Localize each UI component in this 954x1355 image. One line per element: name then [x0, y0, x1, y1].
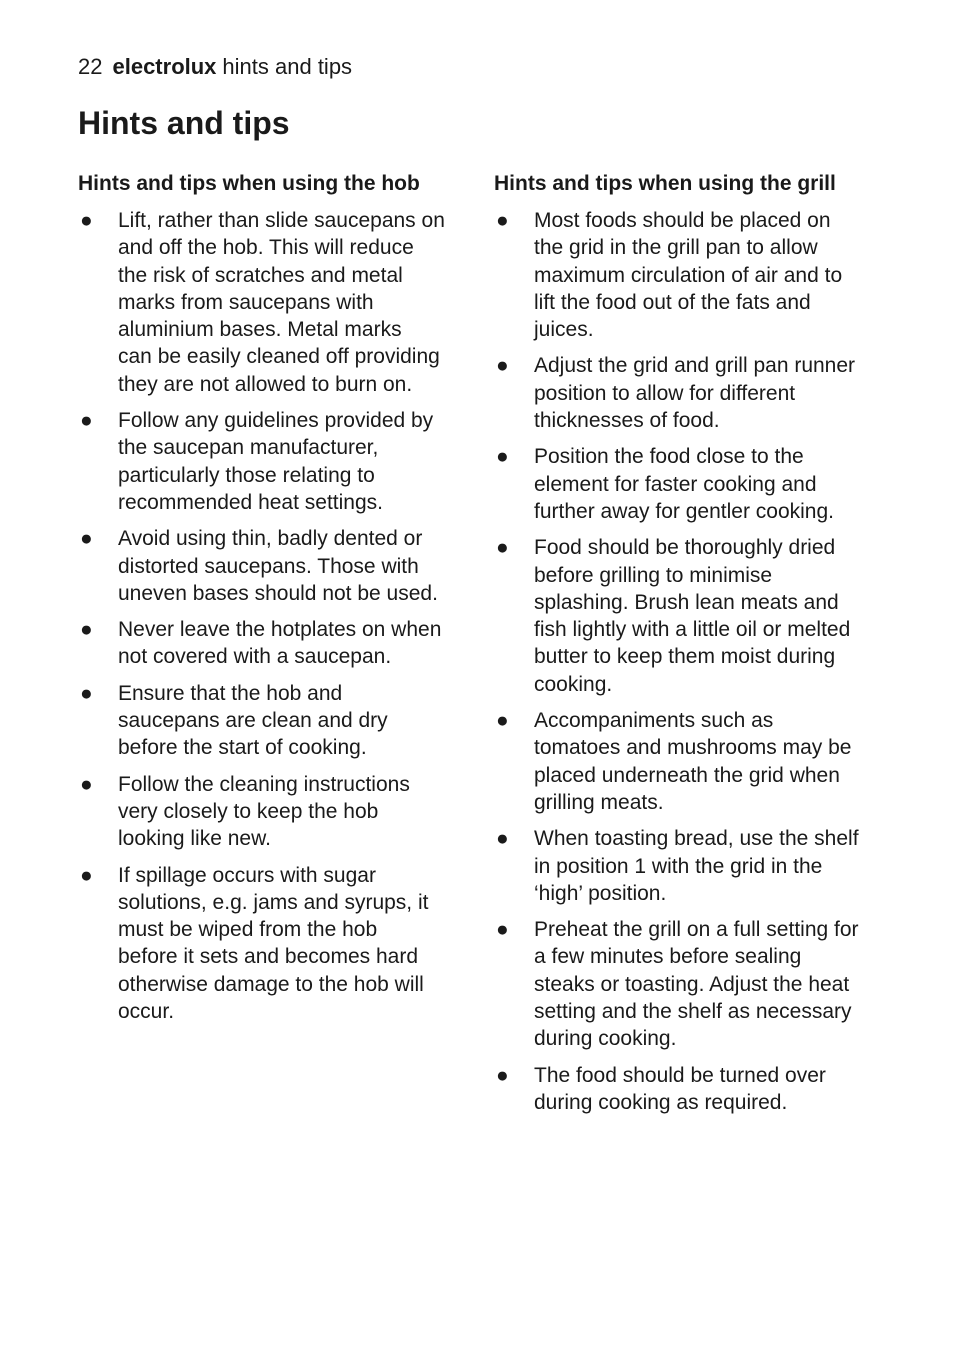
grill-tip-text: Most foods should be placed on the grid in the grill pan to allow maximum circulation of air and to lift the food out of the fats and juices. [534, 209, 843, 342]
bullet-icon: ● [496, 209, 509, 232]
hob-tip-item [78, 525, 478, 607]
bullet-icon: ● [80, 772, 93, 796]
hob-section-heading: Hints and tips when using the hob [78, 172, 420, 195]
grill-tips-column [494, 170, 894, 1125]
hob-tip-item [78, 407, 478, 516]
hob-tip-text: Avoid using thin, badly dented or distorted saucepans. Those with uneven bases should not be used. [118, 527, 438, 605]
bullet-icon: ● [496, 827, 509, 851]
grill-tip-item [494, 707, 894, 816]
hob-tip-item [78, 616, 478, 671]
hob-tip-item [78, 771, 478, 853]
hob-tips-list [78, 207, 478, 1025]
hob-tip-text: Follow the cleaning instructions very closely to keep the hob looking like new. [118, 772, 410, 851]
bullet-icon: ● [496, 709, 509, 733]
grill-section-heading: Hints and tips when using the grill [494, 172, 836, 195]
running-header [78, 53, 352, 81]
bullet-icon: ● [80, 618, 93, 642]
bullet-icon: ● [496, 1063, 509, 1087]
hob-tip-text: Lift, rather than slide saucepans on and off the hob. This will reduce the risk of scratches and metal marks from saucepans with aluminium bases. Metal marks can be easily cleaned off providing they are not allowed to burn on. [118, 209, 445, 396]
page-title: Hints and tips [78, 105, 290, 141]
header-section-name: hints and tips [222, 54, 353, 79]
hob-tip-text: Follow any guidelines provided by the saucepan manufacturer, particularly those relating to recommended heat settings. [118, 409, 434, 514]
bullet-icon: ● [80, 527, 93, 551]
grill-tip-text: Adjust the grid and grill pan runner position to allow for different thicknesses of food. [534, 354, 856, 433]
hob-tip-text: Never leave the hotplates on when not covered with a saucepan. [118, 618, 442, 669]
grill-tip-item [494, 352, 894, 434]
hob-tip-text: Ensure that the hob and saucepans are clean and dry before the start of cooking. [118, 681, 388, 760]
bullet-icon: ● [80, 681, 93, 705]
grill-tip-item [494, 443, 894, 525]
grill-tip-text: Position the food close to the element for faster cooking and further away for gentler cooking. [534, 445, 834, 523]
hob-tip-item [78, 207, 478, 398]
grill-tip-text: Accompaniments such as tomatoes and mushrooms may be placed underneath the grid when grilling meats. [534, 709, 852, 814]
grill-tip-item [494, 916, 894, 1052]
bullet-icon: ● [496, 354, 509, 378]
grill-tip-text: Food should be thoroughly dried before grilling to minimise splashing. Brush lean meats and fish lightly with a little oil or melted butter to keep them moist during cooking. [534, 536, 851, 696]
brand-name: electrolux [112, 54, 217, 79]
grill-tip-text: When toasting bread, use the shelf in position 1 with the grid in the ‘high’ position. [534, 827, 859, 905]
bullet-icon: ● [80, 409, 93, 433]
bullet-icon: ● [496, 445, 509, 469]
grill-tip-item [494, 207, 894, 343]
hob-tip-text: If spillage occurs with sugar solutions, e.g. jams and syrups, it must be wiped from the hob before it sets and becomes hard otherwise damage to the hob will occur. [118, 863, 429, 1024]
grill-tip-item [494, 825, 894, 907]
bullet-icon: ● [496, 918, 509, 942]
grill-tip-item [494, 534, 894, 698]
page-number: 22 [78, 54, 103, 79]
hob-tip-item [78, 680, 478, 762]
hob-tip-item [78, 862, 478, 1026]
grill-tips-list [494, 207, 894, 1116]
bullet-icon: ● [80, 209, 93, 232]
hob-tips-column [78, 170, 478, 1034]
grill-tip-item [494, 1062, 894, 1117]
bullet-icon: ● [80, 863, 93, 887]
grill-tip-text: Preheat the grill on a full setting for a few minutes before sealing steaks or toasting. Adjust the heat setting and the shelf as necessary during cooking. [534, 918, 859, 1051]
grill-tip-text: The food should be turned over during cooking as required. [534, 1063, 826, 1114]
bullet-icon: ● [496, 536, 509, 560]
